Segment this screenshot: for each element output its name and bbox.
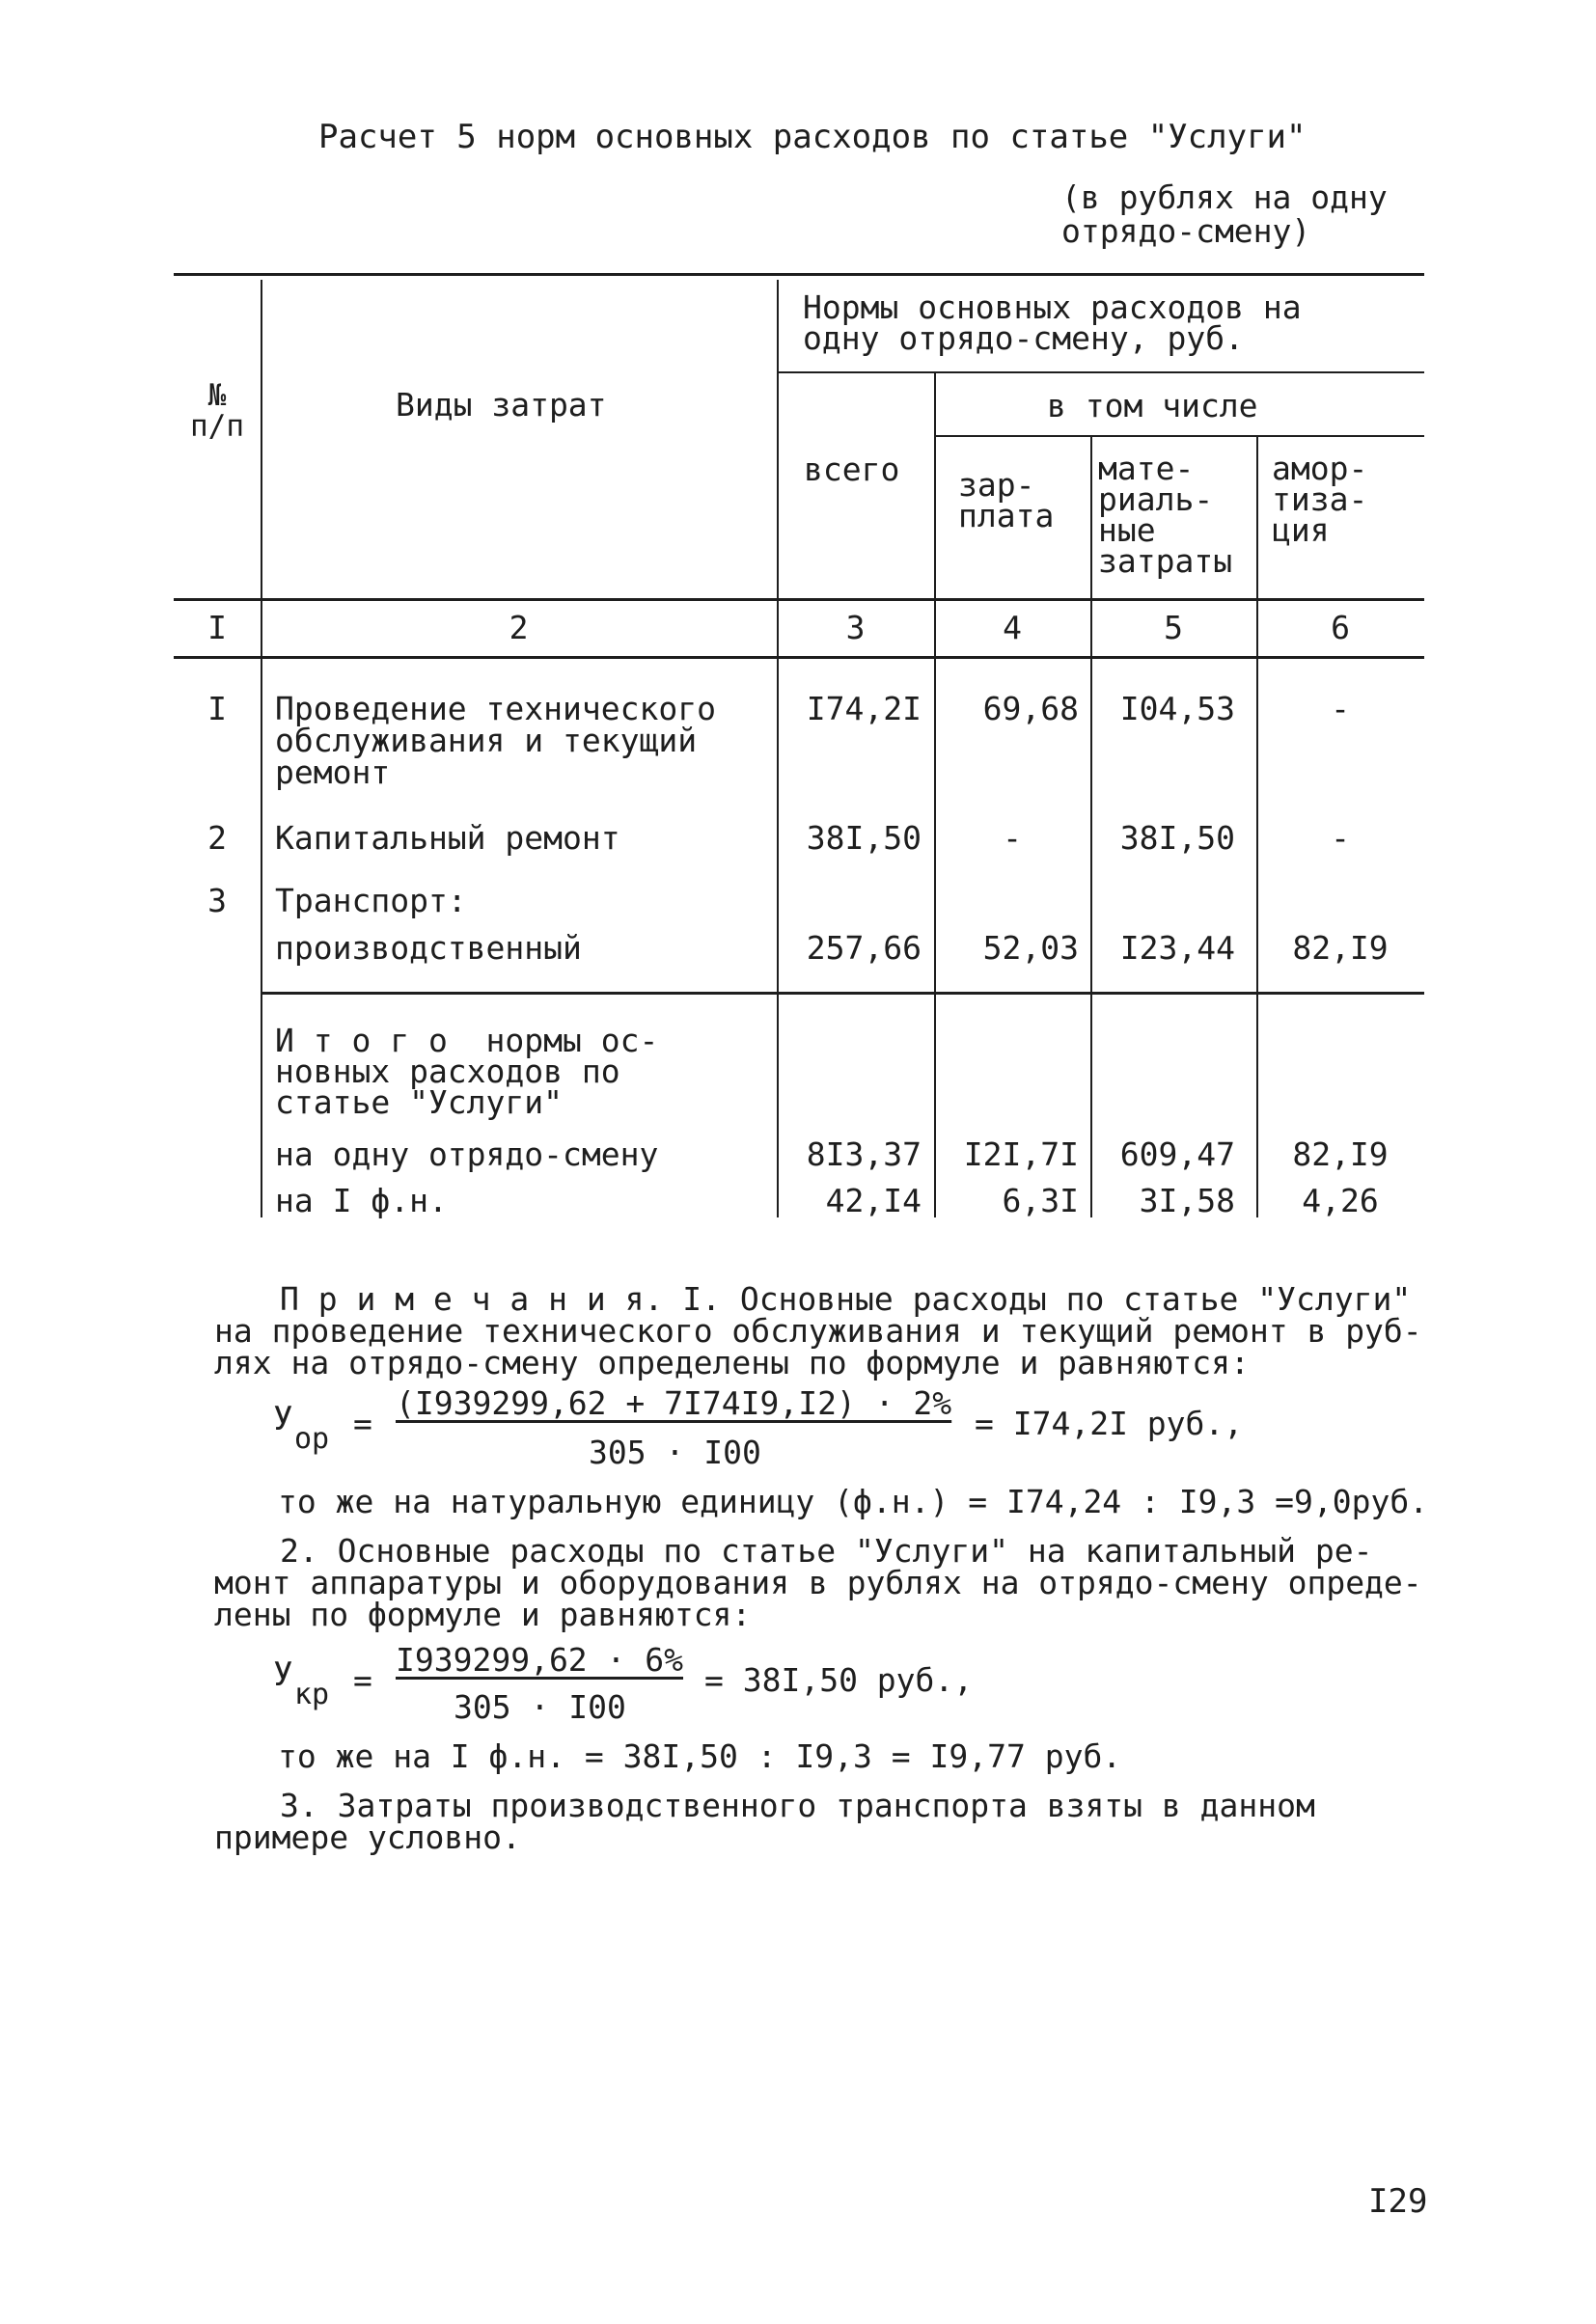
unit-note-line1: (в рублях на одну: [1061, 178, 1388, 216]
row1-amort: -: [1331, 690, 1350, 727]
row4-material: I23,44: [1119, 929, 1235, 967]
incl-header-rule: [934, 435, 1424, 437]
norms-header-rule: [777, 371, 1424, 373]
formula1-numerator: (I939299,62 + 7I74I9,I2) · 2%: [396, 1384, 952, 1422]
colnum-1: I: [207, 609, 227, 646]
row4-wage: 52,03: [982, 929, 1079, 967]
header-incl: в том числе: [1047, 387, 1258, 424]
header-total: всего: [804, 451, 900, 488]
colnum-4: 4: [1003, 609, 1022, 646]
unit-note-line2: отрядо-смену): [1061, 212, 1311, 250]
total-shift-name: на одну отрядо-смену: [275, 1135, 659, 1173]
header-wage: зар- плата: [958, 466, 1055, 534]
total-fn-wage: 6,3I: [1002, 1182, 1079, 1219]
total-shift-amort: 82,I9: [1292, 1135, 1389, 1173]
note1-lead: П р и м е ч а н и я. I. Основные расходы по статье "Услуги": [280, 1280, 1412, 1318]
formula1-sub: ор: [294, 1422, 330, 1456]
note2-natural-unit: то же на I ф.н. = 38I,50 : I9,3 = I9,77 руб.: [278, 1737, 1122, 1775]
page-number: I29: [1368, 2182, 1428, 2221]
colnum-6: 6: [1331, 609, 1350, 646]
header-no: № п/п: [190, 378, 244, 444]
row3-name: Транспорт:: [275, 882, 467, 919]
header-bottom-rule: [174, 598, 1424, 601]
row1-wage: 69,68: [982, 690, 1079, 727]
row4-total: 257,66: [806, 929, 922, 967]
formula2-lhs: У: [273, 1655, 293, 1694]
row2-material: 38I,50: [1119, 819, 1235, 857]
total-fn-amort: 4,26: [1302, 1182, 1379, 1219]
colnum-3: 3: [845, 609, 866, 646]
total-shift-total: 8I3,37: [806, 1135, 922, 1173]
formula2-result: = 38I,50 руб.,: [704, 1661, 974, 1699]
total-shift-material: 609,47: [1119, 1135, 1235, 1173]
note3-line1: 3. Затраты производственного транспорта взяты в данном: [280, 1787, 1315, 1824]
row1-material: I04,53: [1119, 690, 1235, 727]
total-fn-material: 3I,58: [1139, 1182, 1235, 1219]
row2-wage: -: [1003, 819, 1022, 857]
row2-name: Капитальный ремонт: [275, 819, 620, 857]
header-kinds: Виды затрат: [396, 386, 607, 424]
formula2-sub: кр: [294, 1678, 330, 1711]
formula1-result: = I74,2I руб.,: [975, 1405, 1244, 1442]
row2-no: 2: [207, 819, 227, 857]
note2-line2: монт аппаратуры и оборудования в рублях на отрядо-смену опреде-: [214, 1564, 1422, 1601]
total-shift-wage: I2I,7I: [963, 1135, 1079, 1173]
row2-amort: -: [1331, 819, 1350, 857]
note1-natural-unit: то же на натуральную единицу (ф.н.) = I74,24 : I9,3 =9,0руб.: [278, 1483, 1429, 1520]
table-top-rule: [174, 273, 1424, 276]
note2-line3: лены по формуле и равняются:: [214, 1596, 752, 1633]
note1-line2: на проведение технического обслуживания и текущий ремонт в руб-: [214, 1312, 1422, 1350]
note3-line2: примере условно.: [214, 1818, 521, 1856]
total-top-rule: [261, 992, 1424, 995]
header-amort: амор- тиза- ция: [1272, 450, 1368, 549]
formula1-denominator: 305 · I00: [589, 1434, 761, 1471]
header-material: мате- риаль- ные затраты: [1098, 450, 1233, 580]
formula1-eq: =: [353, 1405, 372, 1442]
total-label: И т о г о нормы ос- новных расходов по статье "Услуги": [275, 1022, 659, 1121]
col-divider-no: [261, 280, 262, 1217]
formula2-denominator: 305 · I00: [454, 1688, 626, 1726]
formula2-numerator: I939299,62 · 6%: [396, 1641, 684, 1679]
col-divider-kinds: [777, 280, 779, 1217]
formula1-lhs: У: [273, 1400, 293, 1438]
col-divider-total: [934, 371, 936, 1217]
header-norms: Нормы основных расходов на одну отрядо-смену, руб.: [803, 288, 1302, 357]
row2-total: 38I,50: [806, 819, 922, 857]
page-title: Расчет 5 норм основных расходов по статье "Услуги": [318, 118, 1307, 156]
row4-amort: 82,I9: [1292, 929, 1389, 967]
row1-name: Проведение технического обслуживания и текущий ремонт: [275, 690, 716, 791]
row1-no: I: [207, 690, 227, 727]
note1-line3: лях на отрядо-смену определены по формуле и равняются:: [214, 1344, 1250, 1381]
row1-total: I74,2I: [806, 690, 922, 727]
total-fn-total: 42,I4: [825, 1182, 922, 1219]
colnum-5: 5: [1164, 609, 1183, 646]
row4-name: производственный: [275, 929, 582, 967]
formula2-eq: =: [353, 1661, 372, 1699]
row3-no: 3: [207, 882, 227, 919]
note2-line1: 2. Основные расходы по статье "Услуги" на капитальный ре-: [280, 1532, 1373, 1570]
colnum-bottom-rule: [174, 656, 1424, 659]
total-fn-name: на I ф.н.: [275, 1182, 448, 1219]
colnum-2: 2: [509, 609, 529, 646]
